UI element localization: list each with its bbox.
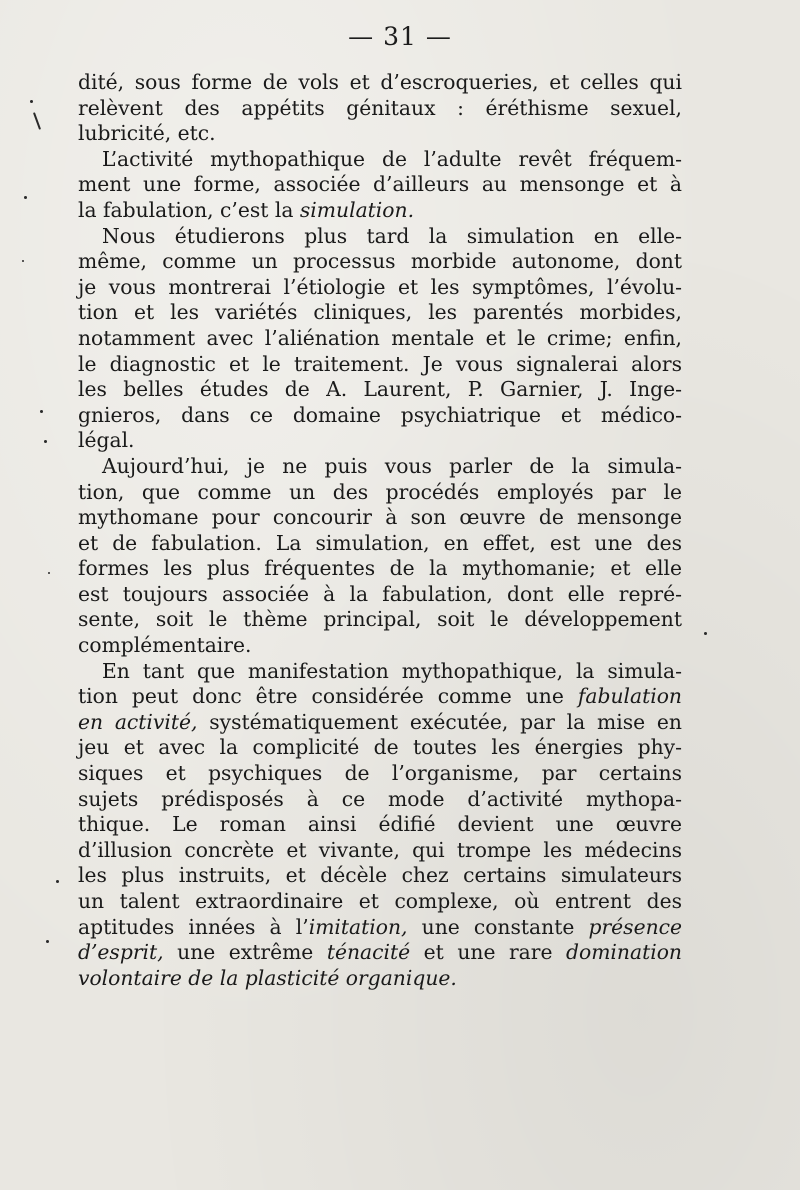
text-run: est toujours associée à la fabulation, dont elle repré-: [78, 581, 682, 606]
text-line: [78, 659, 682, 685]
margin-speck: [22, 260, 24, 262]
text-line: [78, 300, 682, 326]
italic-text: volontaire de la plasticité organique.: [78, 965, 457, 990]
text-run: les plus instruits, et décèle chez certains simulateurs: [78, 863, 682, 888]
text-run: gnieros, dans ce domaine psychiatrique et médico-: [78, 402, 682, 427]
margin-speck: [40, 410, 43, 413]
text-run: aptitudes innées à l’: [78, 914, 309, 939]
text-line: [78, 582, 682, 608]
text-run: tion peut donc être considérée comme une: [78, 684, 578, 709]
margin-speck: [56, 880, 59, 883]
text-line: [78, 96, 682, 122]
text-run: ment une forme, associée d’ailleurs au mensonge et à: [78, 172, 682, 197]
text-line: [78, 812, 682, 838]
text-line: [78, 480, 682, 506]
text-line: [78, 505, 682, 531]
text-line: [78, 863, 682, 889]
text-run: mythomane pour concourir à son œuvre de mensonge: [78, 505, 682, 530]
text-run: tion, que comme un des procédés employés par le: [78, 479, 682, 504]
text-run: le diagnostic et le traitement. Je vous signalerai alors: [78, 351, 682, 376]
text-line: [78, 198, 682, 224]
text-run: relèvent des appétits génitaux : éréthisme sexuel,: [78, 95, 682, 120]
text-line: [78, 275, 682, 301]
text-run: notamment avec l’aliénation mentale et le crime; enfin,: [78, 325, 682, 350]
text-run: et une rare: [410, 940, 566, 965]
italic-text: domination: [566, 940, 682, 965]
italic-text: fabulation: [577, 684, 682, 709]
text-line: [78, 352, 682, 378]
text-run: siques et psychiques de l’organisme, par certains: [78, 761, 682, 786]
text-line: [78, 684, 682, 710]
text-run: sujets prédisposés à ce mode d’activité mythopa-: [78, 786, 682, 811]
text-run: Aujourd’hui, je ne puis vous parler de la simula-: [102, 453, 682, 478]
text-line: [78, 121, 682, 147]
text-line: [78, 915, 682, 941]
page-number: — 31 —: [348, 22, 452, 51]
text-line: [78, 633, 682, 659]
text-run: thique. Le roman ainsi édifié devient une œuvre: [78, 812, 682, 837]
text-run: En tant que manifestation mythopathique, la simula-: [102, 658, 682, 683]
text-line: [78, 735, 682, 761]
text-run: formes les plus fréquentes de la mythomanie; et elle: [78, 556, 682, 581]
text-run: sente, soit le thème principal, soit le développement: [78, 607, 682, 632]
text-run: même, comme un processus morbide autonome, dont: [78, 249, 682, 274]
text-line: [78, 454, 682, 480]
margin-speck: [48, 572, 50, 574]
text-line: [78, 607, 682, 633]
italic-text: simulation.: [299, 197, 415, 222]
text-line: [78, 889, 682, 915]
body-text: [78, 70, 682, 991]
margin-speck: [46, 940, 49, 943]
text-run: dité, sous forme de vols et d’escroqueries, et celles qui: [78, 70, 682, 94]
text-line: [78, 326, 682, 352]
text-run: tion et les variétés cliniques, les parentés morbides,: [78, 300, 682, 325]
text-run: légal.: [78, 428, 135, 453]
text-run: jeu et avec la complicité de toutes les énergies phy-: [78, 735, 682, 760]
text-line: [78, 147, 682, 173]
text-line: [78, 531, 682, 557]
text-run: complémentaire.: [78, 633, 252, 658]
text-run: les belles études de A. Laurent, P. Garnier, J. Inge-: [78, 377, 682, 402]
margin-speck: [704, 632, 707, 635]
italic-text: imitation,: [308, 914, 408, 939]
text-line: [78, 377, 682, 403]
text-line: [78, 710, 682, 736]
italic-text: d’esprit,: [78, 940, 164, 965]
text-run: une extrême: [163, 940, 327, 965]
margin-speck: [33, 112, 41, 130]
italic-text: présence: [588, 914, 682, 939]
text-line: [78, 249, 682, 275]
text-line: [78, 940, 682, 966]
text-run: L’activité mythopathique de l’adulte revêt fréquem-: [102, 146, 682, 171]
italic-text: en activité,: [78, 709, 198, 734]
text-line: [78, 838, 682, 864]
text-run: la fabulation, c’est la: [78, 197, 300, 222]
text-line: [78, 403, 682, 429]
text-run: je vous montrerai l’étiologie et les symptômes, l’évolu-: [78, 274, 682, 299]
italic-text: ténacité: [326, 940, 411, 965]
margin-speck: [24, 196, 27, 199]
text-line: [78, 428, 682, 454]
text-line: [78, 556, 682, 582]
text-line: [78, 761, 682, 787]
text-run: et de fabulation. La simulation, en effet, est une des: [78, 530, 682, 555]
text-run: d’illusion concrète et vivante, qui trompe les médecins: [78, 837, 682, 862]
text-line: [78, 224, 682, 250]
text-line: [78, 70, 682, 96]
text-line: [78, 172, 682, 198]
margin-speck: [30, 100, 33, 103]
text-run: une constante: [407, 914, 589, 939]
text-run: lubricité, etc.: [78, 121, 216, 146]
text-run: systématiquement exécutée, par la mise en: [197, 709, 682, 734]
text-line: [78, 966, 682, 992]
text-line: [78, 787, 682, 813]
text-run: Nous étudierons plus tard la simulation en elle-: [102, 223, 682, 248]
margin-speck: [44, 440, 47, 443]
text-run: un talent extraordinaire et complexe, où entrent des: [78, 889, 682, 913]
